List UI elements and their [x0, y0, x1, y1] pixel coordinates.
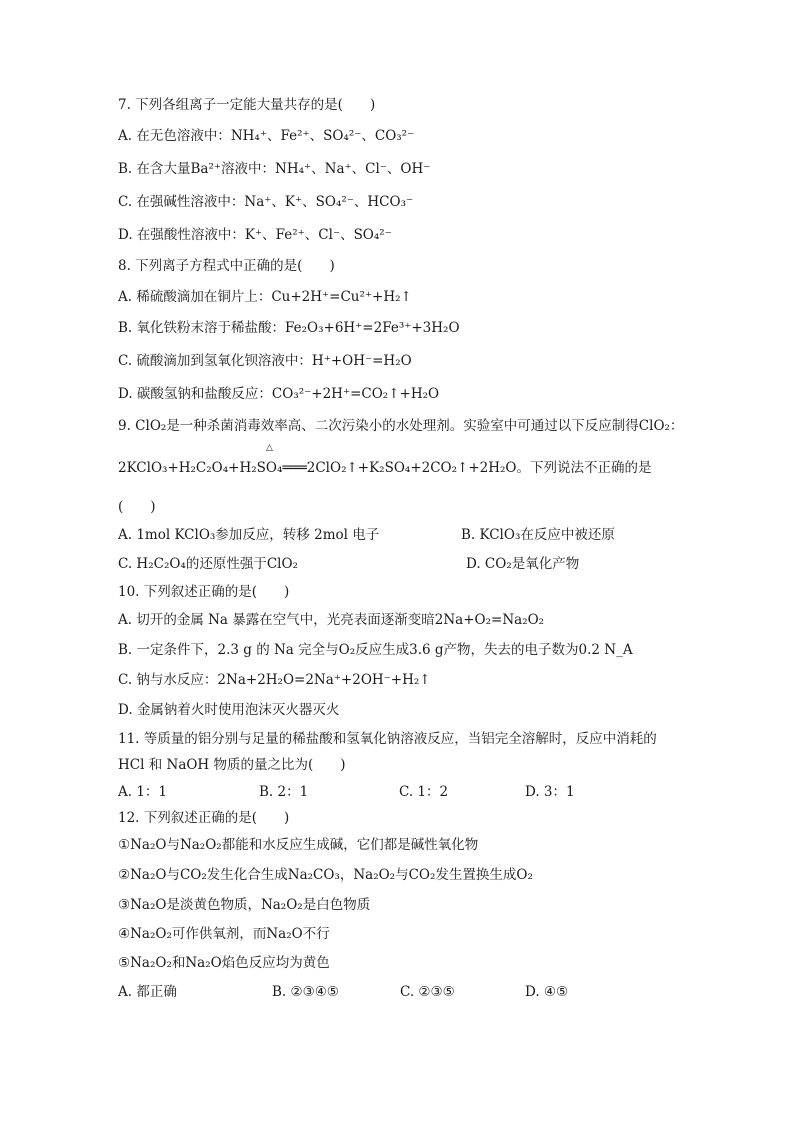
q10-option-d: D. 金属钠着火时使用泡沫灭火器灭火 — [118, 702, 340, 718]
q12-option-c: C. ②③⑤ — [400, 984, 455, 1000]
q12-statement-1: ①Na₂O与Na₂O₂都能和水反应生成碱，它们都是碱性氧化物 — [118, 837, 479, 853]
q11-stem-line1: 11. 等质量的铝分别与足量的稀盐酸和氢氧化钠溶液反应，当铝完全溶解时，反应中消耗的 — [118, 731, 657, 747]
q12-option-b: B. ②③④⑤ — [272, 984, 339, 1000]
q9-option-b: B. KClO₃在反应中被还原 — [461, 527, 615, 543]
q10-option-b: B. 一定条件下，2.3 g 的 Na 完全与O₂反应生成3.6 g产物，失去的电子数为0.2 N_A — [118, 642, 633, 658]
q8-option-b: B. 氧化铁粉末溶于稀盐酸：Fe₂O₃+6H⁺=2Fe³⁺+3H₂O — [118, 320, 460, 336]
q11-stem-line2: HCl 和 NaOH 物质的量之比为( ) — [118, 757, 346, 773]
q12-stem: 12. 下列叙述正确的是( ) — [118, 810, 290, 826]
q7-option-a: A. 在无色溶液中：NH₄⁺、Fe²⁺、SO₄²⁻、CO₃²⁻ — [118, 128, 415, 144]
q11-option-d: D. 3：1 — [525, 784, 575, 800]
q7-stem: 7. 下列各组离子一定能大量共存的是( ) — [118, 97, 376, 113]
q9-option-c: C. H₂C₂O₄的还原性强于ClO₂ — [118, 556, 298, 572]
q9-option-a: A. 1mol KClO₃参加反应，转移 2mol 电子 — [118, 527, 380, 543]
q9-stem: 9. ClO₂是一种杀菌消毒效率高、二次污染小的水处理剂。实验室中可通过以下反应制得ClO₂： — [118, 418, 684, 434]
q12-statement-3: ③Na₂O是淡黄色物质，Na₂O₂是白色物质 — [118, 897, 371, 913]
q11-option-b: B. 2：1 — [259, 784, 309, 800]
q9-equation: 2KClO₃+H₂C₂O₄+H₂SO₄═══2ClO₂↑+K₂SO₄+2CO₂↑+2H₂O。下列说法不正确的是 — [118, 460, 652, 476]
q12-statement-5: ⑤Na₂O₂和Na₂O焰色反应均为黄色 — [118, 955, 330, 971]
q7-option-d: D. 在强酸性溶液中：K⁺、Fe²⁺、Cl⁻、SO₄²⁻ — [118, 227, 392, 243]
q10-stem: 10. 下列叙述正确的是( ) — [118, 584, 290, 600]
q12-option-d: D. ④⑤ — [525, 984, 569, 1000]
q7-option-b: B. 在含大量Ba²⁺溶液中：NH₄⁺、Na⁺、Cl⁻、OH⁻ — [118, 161, 431, 177]
q12-statement-4: ④Na₂O₂可作供氧剂，而Na₂O不行 — [118, 926, 330, 942]
q8-option-a: A. 稀硫酸滴加在铜片上：Cu+2H⁺=Cu²⁺+H₂↑ — [118, 289, 412, 305]
q8-stem: 8. 下列离子方程式中正确的是( ) — [118, 258, 335, 274]
q9-option-d: D. CO₂是氧化产物 — [466, 556, 580, 572]
q11-option-a: A. 1：1 — [118, 784, 168, 800]
q9-answer-paren: ( ) — [118, 499, 156, 515]
q8-option-c: C. 硫酸滴加到氢氧化钡溶液中：H⁺+OH⁻=H₂O — [118, 353, 412, 369]
q12-option-a: A. 都正确 — [118, 984, 177, 1000]
q11-option-c: C. 1：2 — [399, 784, 449, 800]
q10-option-c: C. 钠与水反应：2Na+2H₂O=2Na⁺+2OH⁻+H₂↑ — [118, 672, 431, 688]
q10-option-a: A. 切开的金属 Na 暴露在空气中，光亮表面逐渐变暗2Na+O₂=Na₂O₂ — [118, 612, 545, 628]
q12-statement-2: ②Na₂O与CO₂发生化合生成Na₂CO₃，Na₂O₂与CO₂发生置换生成O₂ — [118, 867, 533, 883]
q9-heat-symbol: △ — [266, 443, 273, 453]
q7-option-c: C. 在强碱性溶液中：Na⁺、K⁺、SO₄²⁻、HCO₃⁻ — [118, 194, 414, 210]
q8-option-d: D. 碳酸氢钠和盐酸反应：CO₃²⁻+2H⁺=CO₂↑+H₂O — [118, 386, 440, 402]
